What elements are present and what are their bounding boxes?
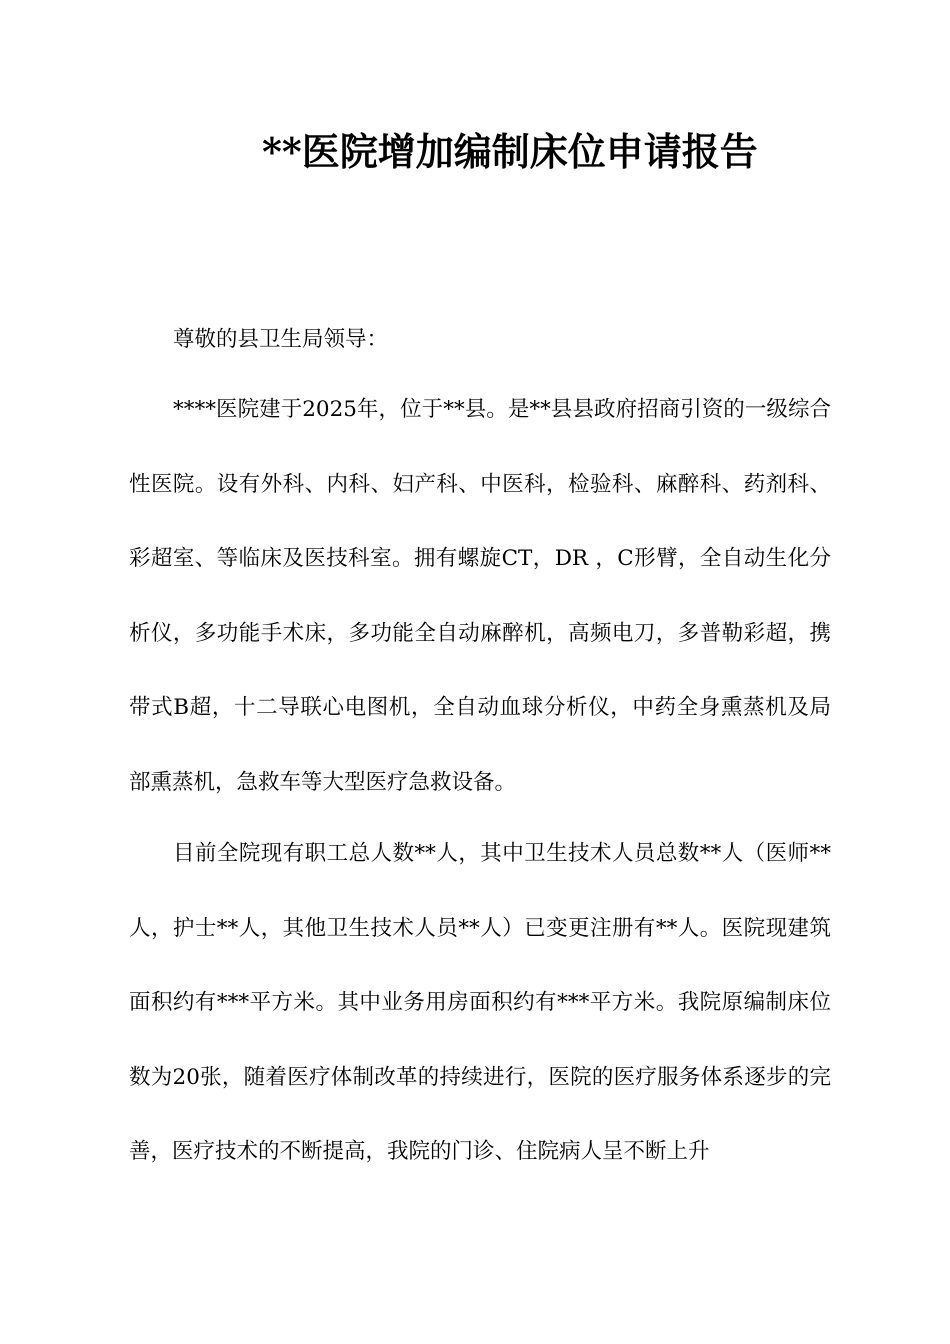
paragraph-facilities: ****医院建于2025年，位于**县。是**县县政府招商引资的一级综合性医院。设有外科、内科、妇产科、中医科，检验科、麻醉科、药剂科、彩超室、等临床及医技科室。拥有螺旋CT，DR ，C形臂，全自动生化分析仪，多功能手术床，多功能全自动麻醉机，高频电刀，多普勒彩超，携带式B超，十二导联心电图机，全自动血球分析仪，中药全身熏蒸机及局部熏蒸机，急救车等大型医疗急救设备。	[129, 397, 831, 795]
salutation: 尊敬的县卫生局领导：	[173, 327, 389, 352]
paragraph-staff-and-beds: 目前全院现有职工总人数**人，其中卫生技术人员总数**人（医师**人，护士**人，其他卫生技术人员**人）已变更注册有**人。医院现建筑面积约有***平方米。其中业务用房面积约有***平方米。我院原编制床位数为20张，随着医疗体制改革的持续进行，医院的医疗服务体系逐步的完善，医疗技术的不断提高，我院的门诊、住院病人呈不断上升	[129, 841, 831, 1164]
document-title: **医院增加编制床位申请报告	[262, 129, 758, 174]
